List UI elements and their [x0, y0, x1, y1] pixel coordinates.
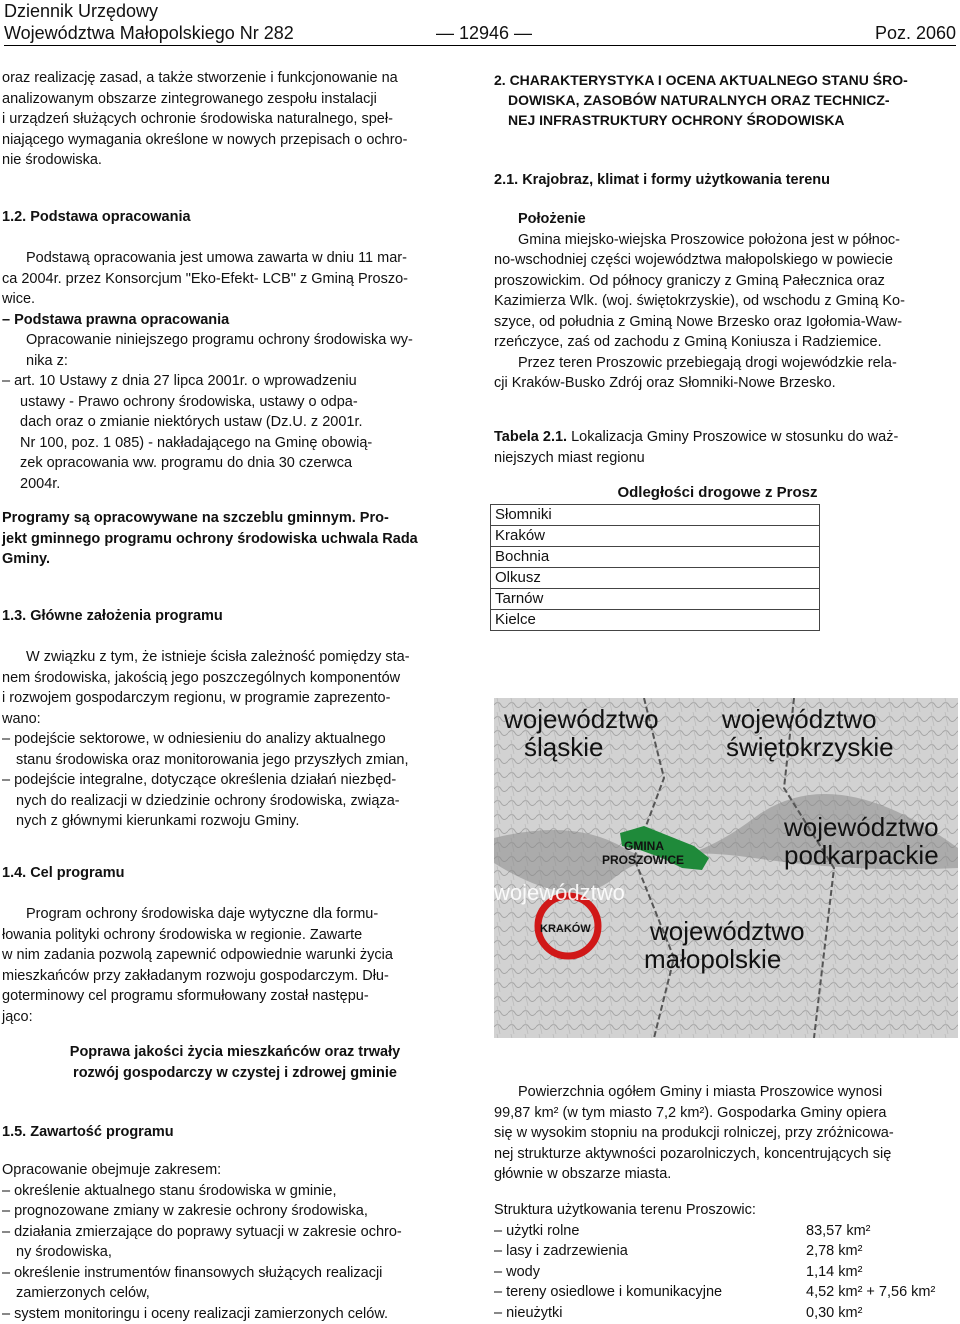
text-line: zek opracowania ww. programu do dnia 30 czerwca [2, 453, 468, 474]
intro-paragraph [2, 68, 468, 171]
text-line: 2. CHARAKTERYSTYKA I OCENA AKTUALNEGO STANU ŚRO- [494, 70, 958, 90]
list-item: – działania zmierzające do poprawy sytuacji w zakresie ochro- [2, 1222, 468, 1243]
text-line: Opracowanie niniejszego programu ochrony środowiska wy- [2, 330, 468, 351]
text-line: Program ochrony środowiska daje wytyczne dla formu- [2, 904, 468, 925]
page-number: — 12946 — [436, 22, 532, 44]
text-line: wano: [2, 709, 468, 730]
text-line: analizowanym obszarze zintegrowanego zespołu instalacji [2, 89, 468, 110]
text-line: nie środowiska. [2, 150, 468, 171]
text-line: ny środowiska, [2, 1242, 468, 1263]
text-line: NEJ INFRASTRUKTURY OCHRONY ŚRODOWISKA [494, 110, 958, 130]
text-line [494, 427, 958, 448]
map-label: małopolskie [644, 944, 781, 974]
text-line: rozwój gospodarczy w czystej i zdrowej gminie [2, 1063, 468, 1084]
land-use-list [494, 1200, 958, 1323]
section-heading-1-2: 1.2. Podstawa opracowania [2, 207, 468, 228]
list-item: – prognozowane zmiany w zakresie ochrony środowiska, [2, 1201, 468, 1222]
text-line: szyce, od południa z Gminą Nowe Brzesko oraz Igołomia-Waw- [494, 312, 958, 333]
goal-statement [2, 1042, 468, 1083]
text-line: DOWISKA, ZASOBÓW NATURALNYCH ORAZ TECHNICZ- [494, 90, 958, 110]
table-caption [494, 427, 958, 468]
text-line: w nim zadania pozwolą zapewnić odpowiednie warunki życia [2, 945, 468, 966]
text-line: i urządzeń służących ochronie środowiska naturalnego, speł- [2, 109, 468, 130]
text-line: jekt gminnego programu ochrony środowiska uchwala Rada [2, 529, 468, 550]
text-line: się w wysokim stopniu na produkcji rolniczej, przy zróżnicowa- [494, 1123, 958, 1144]
list-item: – podejście integralne, dotyczące określenia działań niezbęd- [2, 770, 468, 791]
text-line: 2004r. [2, 474, 468, 495]
text-line: Przez teren Proszowic przebiegają drogi wojewódzkie rela- [494, 353, 958, 374]
text-line: niającego wymagania określone w nowych przepisach o ochro- [2, 130, 468, 151]
table-row: Olkusz [491, 567, 820, 588]
section-heading-2-1: 2.1. Krajobraz, klimat i formy użytkowania terenu [494, 170, 958, 191]
text-line: nika z: [2, 351, 468, 372]
table-row: Kielce [491, 609, 820, 630]
text-line: nych do realizacji w dziedzinie ochrony środowiska, związa- [2, 791, 468, 812]
text-line: oraz realizację zasad, a także stworzenie i funkcjonowanie na [2, 68, 468, 89]
text-line: no-wschodniej części województwa małopolskiego w powiecie [494, 250, 958, 271]
map-label: śląskie [524, 732, 603, 762]
table-row: Kraków [491, 525, 820, 546]
distance-table [490, 483, 820, 631]
text-line: i rozwojem gospodarczym regionu, w programie zaprezento- [2, 688, 468, 709]
text-line: Opracowanie obejmuje zakresem: [2, 1160, 468, 1181]
basis-paragraph [2, 248, 468, 494]
section-heading-1-4: 1.4. Cel programu [2, 863, 468, 884]
bold-paragraph [2, 508, 468, 570]
text-line: stanu środowiska oraz monitorowania jego przyszłych zmian, [2, 750, 468, 771]
section-heading-1-5: 1.5. Zawartość programu [2, 1122, 468, 1143]
text-line: Programy są opracowywane na szczeblu gminnym. Pro- [2, 508, 468, 529]
map-label: podkarpackie [784, 840, 939, 870]
journal-subtitle: Województwa Małopolskiego Nr 282 [4, 22, 294, 44]
map-label: województwo [783, 812, 939, 842]
contents-paragraph [2, 1160, 468, 1324]
text-line: wice. [2, 289, 468, 310]
journal-title: Dziennik Urzędowy [4, 0, 158, 22]
location-heading: Położenie [494, 209, 958, 230]
text-line: zamierzonych celów, [2, 1283, 468, 1304]
caption-text: Lokalizacja Gminy Proszowice w stosunku do waż- [571, 429, 898, 445]
text-line: nem środowiska, jakością jego poszczególnych komponentów [2, 668, 468, 689]
list-item: – system monitoringu i oceny realizacji zamierzonych celów. [2, 1304, 468, 1324]
text-line: nych z głównymi kierunkami rozwoju Gminy. [2, 811, 468, 832]
text-line: cji Kraków-Busko Zdrój oraz Słomniki-Nowe Brzesko. [494, 373, 958, 394]
text-line: Poprawa jakości życia mieszkańców oraz trwały [2, 1042, 468, 1063]
map-label: województwo [721, 704, 877, 734]
text-line: proszowickim. Od północy graniczy z Gminą Pałecznica oraz [494, 271, 958, 292]
map-label: świętokrzyskie [726, 732, 894, 762]
map-label: województwo [503, 704, 659, 734]
text-line: mieszkańców przy zakładanym rozwoju gospodarczym. Dłu- [2, 966, 468, 987]
table-row: Tarnów [491, 588, 820, 609]
land-use-heading: Struktura użytkowania terenu Proszowic: [494, 1200, 958, 1221]
table-number: Tabela 2.1. [494, 429, 567, 445]
area-paragraph [494, 1082, 958, 1185]
text-line: 99,87 km² (w tym miasto 7,2 km²). Gospodarka Gminy opiera [494, 1103, 958, 1124]
legal-basis-heading: – Podstawa prawna opracowania [2, 310, 468, 331]
list-item: – wody 1,14 km² [494, 1262, 958, 1283]
text-line: jąco: [2, 1007, 468, 1028]
position-number: Poz. 2060 [875, 22, 956, 44]
list-item: – nieużytki 0,30 km² [494, 1303, 958, 1324]
text-line: Nr 100, poz. 1 085) - nakładającego na Gminę obowią- [2, 433, 468, 454]
text-line: – art. 10 Ustawy z dnia 27 lipca 2001r. o wprowadzeniu [2, 371, 468, 392]
text-line: goterminowy cel programu sformułowany został następu- [2, 986, 468, 1007]
table-row: Bochnia [491, 546, 820, 567]
map-label: województwo [649, 916, 805, 946]
text-line: niejszych miast regionu [494, 448, 958, 469]
map-label: GMINA [624, 839, 664, 853]
section-heading-1-3: 1.3. Główne założenia programu [2, 606, 468, 627]
location-paragraph [494, 209, 958, 394]
text-line: głównie w obszarze miasta. [494, 1164, 958, 1185]
list-item: – podejście sektorowe, w odniesieniu do analizy aktualnego [2, 729, 468, 750]
map-label: PROSZOWICE [602, 853, 684, 867]
text-line: W związku z tym, że istnieje ścisła zależność pomiędzy sta- [2, 647, 468, 668]
page-header [4, 0, 956, 46]
header-rule [4, 45, 956, 46]
list-item: – użytki rolne 83,57 km² [494, 1221, 958, 1242]
location-map [494, 698, 958, 1038]
text-line: Kazimierza Wlk. (woj. świętokrzyskie), od wschodu z Gminą Ko- [494, 291, 958, 312]
text-line: łowania polityki ochrony środowiska w regionie. Zawarte [2, 925, 468, 946]
text-line: Podstawą opracowania jest umowa zawarta w dniu 11 mar- [2, 248, 468, 269]
text-line: ca 2004r. przez Konsorcjum "Eko-Efekt- LCB" z Gminą Proszo- [2, 269, 468, 290]
chapter-heading-2 [494, 70, 958, 130]
list-item: – lasy i zadrzewienia 2,78 km² [494, 1241, 958, 1262]
text-line: Gminy. [2, 549, 468, 570]
list-item: – określenie instrumentów finansowych służących realizacji [2, 1263, 468, 1284]
list-item: – tereny osiedlowe i komunikacyjne 4,52 km² + 7,56 km² [494, 1282, 958, 1303]
goal-paragraph [2, 904, 468, 1027]
map-label: województwo [494, 880, 625, 905]
text-line: Powierzchnia ogółem Gminy i miasta Proszowice wynosi [494, 1082, 958, 1103]
text-line: ustawy - Prawo ochrony środowiska, ustawy o odpa- [2, 392, 468, 413]
assumptions-paragraph [2, 647, 468, 832]
text-line: rzeńczyce, zaś od zachodu z Gminą Koniusza i Radziemice. [494, 332, 958, 353]
text-line: dach oraz o zmianie niektórych ustaw (Dz.U. z 2001r. [2, 412, 468, 433]
text-line: nej strukturze aktywności pozarolniczych, koncentrujących się [494, 1144, 958, 1165]
map-label: KRAKÓW [540, 922, 591, 935]
table-header: Odległości drogowe z Prosz [491, 483, 820, 504]
list-item: – określenie aktualnego stanu środowiska w gminie, [2, 1181, 468, 1202]
table-row: Słomniki [491, 504, 820, 525]
text-line: Gmina miejsko-wiejska Proszowice położona jest w północ- [494, 230, 958, 251]
